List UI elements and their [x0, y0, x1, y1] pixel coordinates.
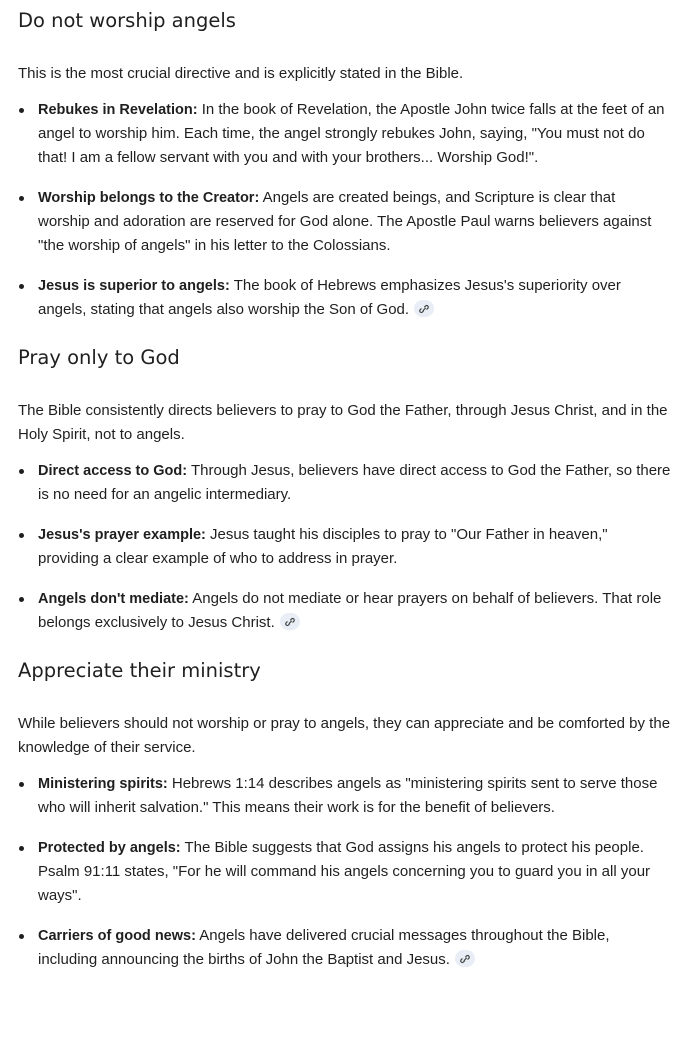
list-item: [18, 836, 671, 908]
item-text: Through Jesus, believers have direct access to God the Father, so there is no need for an angelic intermediary.: [38, 462, 671, 503]
list-item: [18, 523, 671, 571]
section-appreciate-ministry: [18, 635, 671, 972]
section-worship-angels: [18, 0, 671, 322]
bullet-dot: [19, 934, 24, 939]
item-text: Angels do not mediate or hear prayers on behalf of believers. That role belongs exclusively to Jesus Christ.: [38, 590, 662, 631]
bullet-dot: [19, 284, 24, 289]
item-text: In the book of Revelation, the Apostle John twice falls at the feet of an angel to worship him. Each time, the angel strongly rebukes John, saying, "You must not do that! I am a fellow servant with you and with your brothers... Worship God!".: [38, 101, 665, 166]
item-text: Angels are created beings, and Scripture is clear that worship and adoration are reserved for God alone. The Apostle Paul warns believers against "the worship of angels" in his letter to the Colossians.: [38, 189, 652, 254]
link-icon: [460, 954, 470, 964]
item-text: Jesus taught his disciples to pray to "Our Father in heaven," providing a clear example of who to address in prayer.: [38, 526, 608, 567]
list-item: [18, 186, 671, 258]
bullet-dot: [19, 469, 24, 474]
bullet-dot: [19, 533, 24, 538]
section-intro: While believers should not worship or pray to angels, they can appreciate and be comforted by the knowledge of their service.: [18, 715, 671, 756]
item-text: The Bible suggests that God assigns his angels to protect his people. Psalm 91:11 states, "For he will command his angels concerning you to guard you in all your ways".: [38, 839, 651, 904]
section-heading: Do not worship angels: [18, 9, 236, 32]
item-text: Hebrews 1:14 describes angels as "ministering spirits sent to serve those who will inherit salvation." This means their work is for the benefit of believers.: [38, 775, 658, 816]
list-item: [18, 98, 671, 170]
item-term: Ministering spirits:: [38, 776, 168, 792]
item-term: Worship belongs to the Creator:: [38, 190, 260, 206]
list-item: [18, 924, 671, 972]
bullet-dot: [19, 108, 24, 113]
item-term: Jesus's prayer example:: [38, 527, 206, 543]
source-link-chip[interactable]: [280, 613, 300, 630]
section-heading: Appreciate their ministry: [18, 659, 261, 682]
item-term: Protected by angels:: [38, 840, 181, 856]
item-term: Rebukes in Revelation:: [38, 102, 198, 118]
section-pray-to-god: [18, 322, 671, 635]
item-text: Angels have delivered crucial messages throughout the Bible, including announcing the births of John the Baptist and Jesus.: [38, 927, 610, 968]
item-term: Carriers of good news:: [38, 928, 196, 944]
bullet-dot: [19, 846, 24, 851]
section-intro: The Bible consistently directs believers to pray to God the Father, through Jesus Christ, and in the Holy Spirit, not to angels.: [18, 402, 668, 443]
bullet-list: [18, 98, 671, 322]
list-item: [18, 274, 671, 322]
link-icon: [419, 304, 429, 314]
source-link-chip[interactable]: [455, 950, 475, 967]
bullet-dot: [19, 597, 24, 602]
bullet-list: [18, 772, 671, 972]
list-item: [18, 587, 671, 635]
bullet-dot: [19, 196, 24, 201]
source-link-chip[interactable]: [414, 300, 434, 317]
bullet-list: [18, 459, 671, 635]
item-term: Angels don't mediate:: [38, 591, 189, 607]
bullet-dot: [19, 782, 24, 787]
item-term: Direct access to God:: [38, 463, 188, 479]
item-text: The book of Hebrews emphasizes Jesus's superiority over angels, stating that angels also worship the Son of God.: [38, 277, 621, 318]
section-intro: This is the most crucial directive and is explicitly stated in the Bible.: [18, 65, 464, 82]
list-item: [18, 459, 671, 507]
link-icon: [285, 617, 295, 627]
list-item: [18, 772, 671, 820]
item-term: Jesus is superior to angels:: [38, 278, 230, 294]
section-heading: Pray only to God: [18, 346, 180, 369]
